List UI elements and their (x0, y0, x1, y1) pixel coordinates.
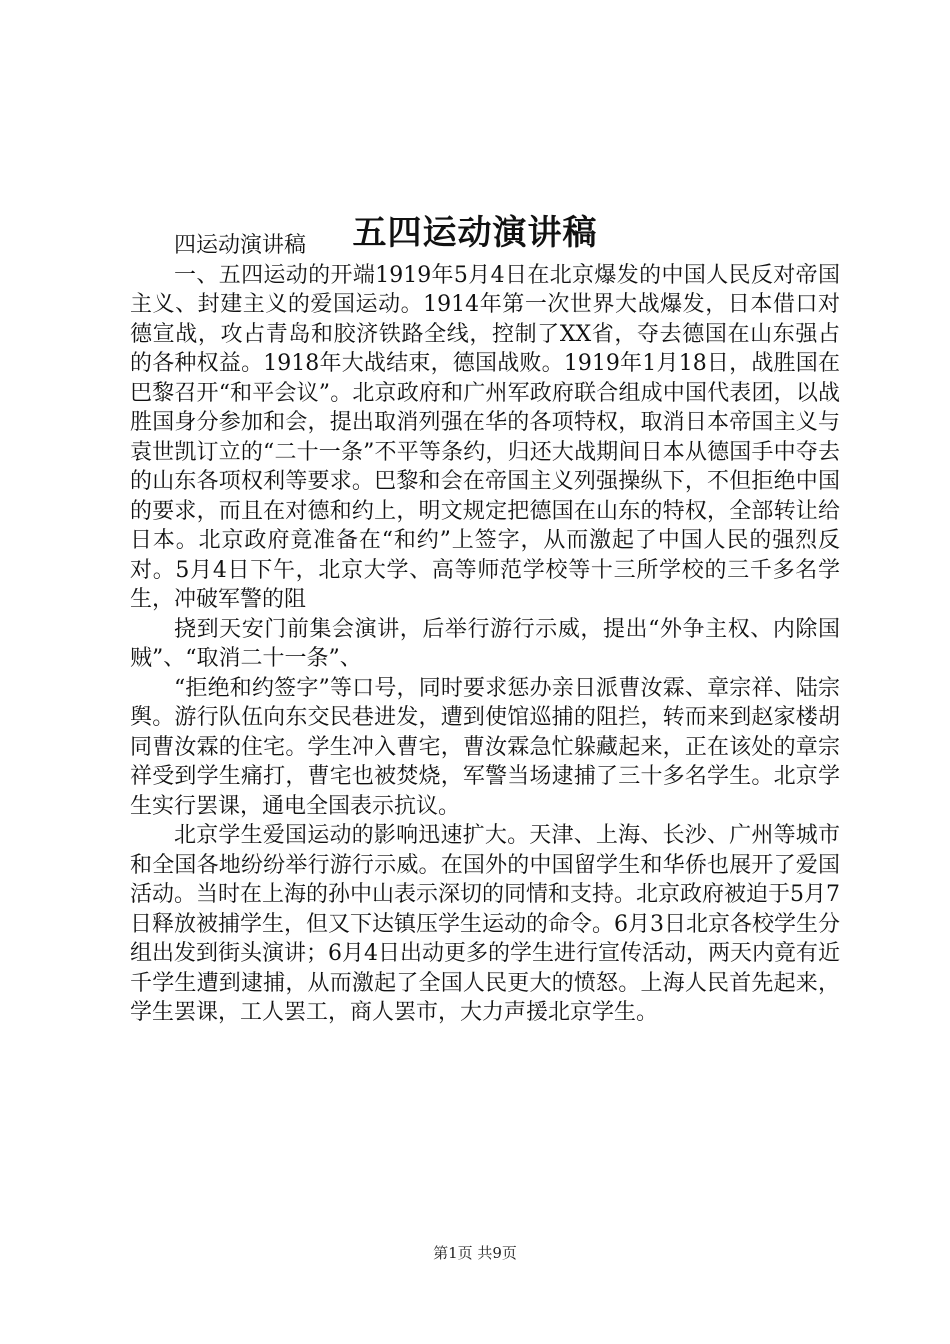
paragraph-subtitle: 四运动演讲稿 (174, 233, 307, 258)
document-title: 五四运动演讲稿 (352, 212, 598, 253)
paragraph-slogans: “拒绝和约签字”等口号，同时要求惩办亲日派曹汝霖、章宗祥、陆宗舆。游行队伍向东交民巷进发，遭到使馆巡捕的阻拦，转而来到赵家楼胡同曹汝霖的住宅。学生冲入曹宅，曹汝霖急忙躲藏起来，正在该处的章宗祥受到学生痛打，曹宅也被焚烧，军警当场逮捕了三十多名学生。北京学生实行罢课，通电全国表示抗议。 (130, 675, 840, 819)
paragraph-spread: 北京学生爱国运动的影响迅速扩大。天津、上海、长沙、广州等城市和全国各地纷纷举行游行示威。在国外的中国留学生和华侨也展开了爱国活动。当时在上海的孙中山表示深切的同情和支持。北京政府被迫于5月7日释放被捕学生，但又下达镇压学生运动的命令。6月3日北京各校学生分组出发到街头演讲；6月4日出动更多的学生进行宣传活动，两天内竟有近千学生遭到逮捕，从而激起了全国人民更大的愤怒。上海人民首先起来，学生罢课，工人罢工，商人罢市，大力声援北京学生。 (130, 823, 840, 1025)
paragraph-tiananmen: 挠到天安门前集会演讲，后举行游行示威，提出“外争主权、内除国贼”、“取消二十一条”、 (130, 616, 840, 671)
page-footer: 第1页 共9页 (433, 1244, 517, 1262)
document-body (130, 231, 840, 1028)
paragraph-origin: 一、五四运动的开端1919年5月4日在北京爆发的中国人民反对帝国主义、封建主义的爱国运动。1914年第一次世界大战爆发，日本借口对德宣战，攻占青岛和胶济铁路全线，控制了XX省，夺去德国在山东强占的各种权益。1918年大战结束，德国战败。1919年1月18日，战胜国在巴黎召开“和平会议”。北京政府和广州军政府联合组成中国代表团，以战胜国身分参加和会，提出取消列强在华的各项特权，取消日本帝国主义与袁世凯订立的“二十一条”不平等条约，归还大战期间日本从德国手中夺去的山东各项权利等要求。巴黎和会在帝国主义列强操纵下，不但拒绝中国的要求，而且在对德和约上，明文规定把德国在山东的特权，全部转让给日本。北京政府竟准备在“和约”上签字，从而激起了中国人民的强烈反对。5月4日下午，北京大学、高等师范学校等十三所学校的三千多名学生，冲破军警的阻 (130, 262, 840, 612)
